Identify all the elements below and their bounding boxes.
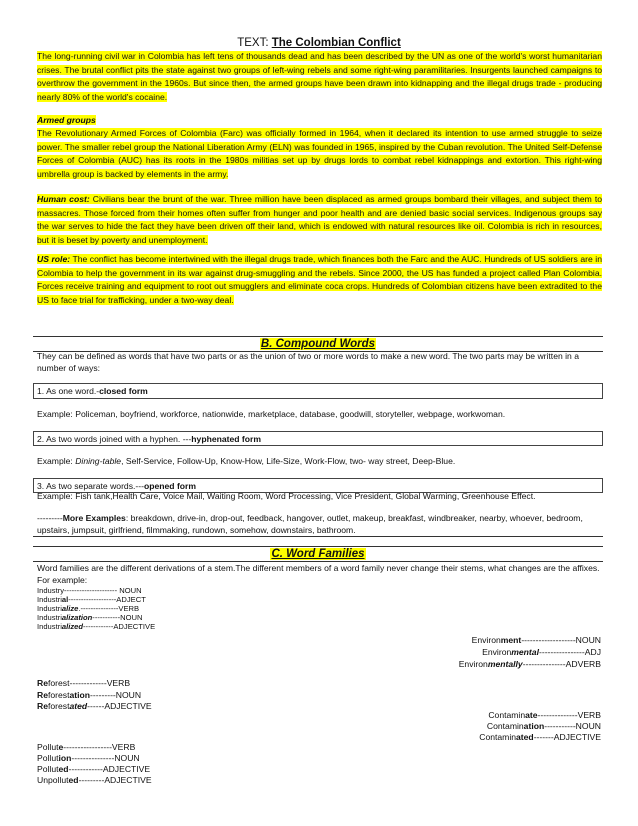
word-family-row: Contaminated-------ADJECTIVE [479,732,601,742]
word-family-row: Environment-------------------NOUN [471,635,601,645]
compound-words-heading: B. Compound Words [260,338,376,350]
closed-form-box: 1. As one word.-closed form [33,383,603,399]
reading-paragraph-human-cost: Human cost: Civilians bear the brunt of the war. Three million have been displaced as armed groups bombard their villages, and subject them to massacres. Those forced from their homes often suffer from hunger and poor health and are denied basic social services. Indigenous groups say the war serves to hide the fact they have been driven off their land, which is endowed with natural resources like oil. Colombia is rich in resources, but it is beset by poverty and unemployment. [37,194,603,245]
word-families-intro: Word families are the different derivations of a stem.The different members of a word family never change their stems, what changes are the affixes. For example: [37,563,600,585]
compound-words-intro: They can be defined as words that have two parts or as the union of two or more words to make a new word. The two parts may be written in a number of ways: [37,351,579,373]
us-role-heading: US role: [37,254,71,264]
opened-form-example: Example: Fish tank,Health Care, Voice Mail, Waiting Room, Word Processing, Vice President, Global Warming, Greenhouse Effect. [37,491,536,501]
word-family-row: Environmentally---------------ADVERB [458,659,601,669]
title-label: TEXT: [237,37,272,49]
more-examples: ---------More Examples: breakdown, drive-in, drop-out, feedback, hangover, outlet, makeup, breakfast, windbreaker, nearby, whoever, bedroom, upstairs, jumpsuit, girlfriend, filmmaking, rundown, somehow, downstairs, bathroom. [37,513,583,535]
industry-family [37,586,155,631]
opened-form-box: 3. As two separate words.---opened form [33,478,603,493]
word-family-row: Environmental----------------ADJ [482,647,601,657]
armed-groups-heading: Armed groups [37,115,96,125]
word-family-row: Reforestated------ADJECTIVE [37,701,152,711]
human-cost-heading: Human cost: [37,194,90,204]
opened-form-label: opened form [144,481,197,491]
reading-paragraph-us-role: US role: The conflict has become intertwined with the illegal drugs trade, which finances both the Farc and the AUC. Hundreds of US soldiers are in Colombia to help the government in its war against drug-smuggling and the rebels. Since 2000, the US has funded a project called Plan Colombia. Forces receive training and equipment to root out smugglers and eliminate coca crops. Hundreds of Colombian citizens have been extradited to the US to face trial for trafficking, under a two-way deal. [37,254,603,305]
word-family-row: Reforest-------------VERB [37,678,131,688]
closed-form-example: Example: Policeman, boyfriend, workforce, nationwide, marketplace, database, goodwill, storyteller, webpage, workwoman. [37,409,506,419]
hyphenated-form-label: hyphenated form [191,434,262,444]
environment-family [459,634,601,670]
word-family-row: Industrialized------------ADJECTIVE [37,622,156,631]
document-title [0,36,638,50]
reading-paragraph-armed-groups: The Revolutionary Armed Forces of Colombia (Farc) was officially formed in 1964, when it declared its intention to use armed struggle to seize power. The smaller rebel group the National Liberation Army (ELN) was founded in 1965, inspired by the Cuban revolution. The United Self-Defense Forces of Colombia (AUC) has its roots in the 1980s militias set up by drugs lords to combat rebel kidnappings and extortion. This right-wing umbrella group is backed by elements in the army. [37,128,602,179]
word-families-heading-bar [33,546,603,562]
word-family-row: Pollution---------------NOUN [37,753,140,763]
word-family-row: Unpolluted---------ADJECTIVE [37,775,152,785]
compound-words-heading-bar [33,336,603,352]
word-family-row: Industrialization-----------NOUN [37,613,143,622]
word-family-row: Industrial-------------------ADJECT [37,595,146,604]
divider [33,536,603,537]
pollute-family [37,742,152,786]
contaminate-family [479,710,601,743]
word-family-row: Pollute-----------------VERB [37,742,136,752]
hyphenated-form-example: Example: Dining-table, Self-Service, Follow-Up, Know-How, Life-Size, Work-Flow, two- way street, Deep-Blue. [37,456,456,466]
word-family-row: Contaminate--------------VERB [488,710,601,720]
word-family-row: Reforestation---------NOUN [37,689,142,700]
hyphenated-form-box: 2. As two words joined with a hyphen. ---hyphenated form [33,431,603,446]
word-family-row: Contamination-----------NOUN [486,721,601,731]
word-families-heading: C. Word Families [271,548,365,560]
word-family-row: Industrialize.---------------VERB [37,604,140,613]
title-name: The Colombian Conflict [271,37,401,49]
reforest-family [37,678,152,713]
closed-form-label: closed form [99,386,148,396]
word-family-row: Polluted------------ADJECTIVE [37,764,151,774]
word-family-row: Industry--------------------- NOUN [37,586,142,595]
reading-paragraph-intro: The long-running civil war in Colombia has left tens of thousands dead and has been described by the UN as one of the world's worst humanitarian crises. The brutal conflict pits the state against two groups of left-wing rebels and some right-wing paramilitaries. Insurgents launched campaigns to overthrow the government in the 1960s. But since then, the armed groups have been drawn into kidnapping and the illegal drugs trade - producing nearly 80% of the world's cocaine. [37,51,602,102]
